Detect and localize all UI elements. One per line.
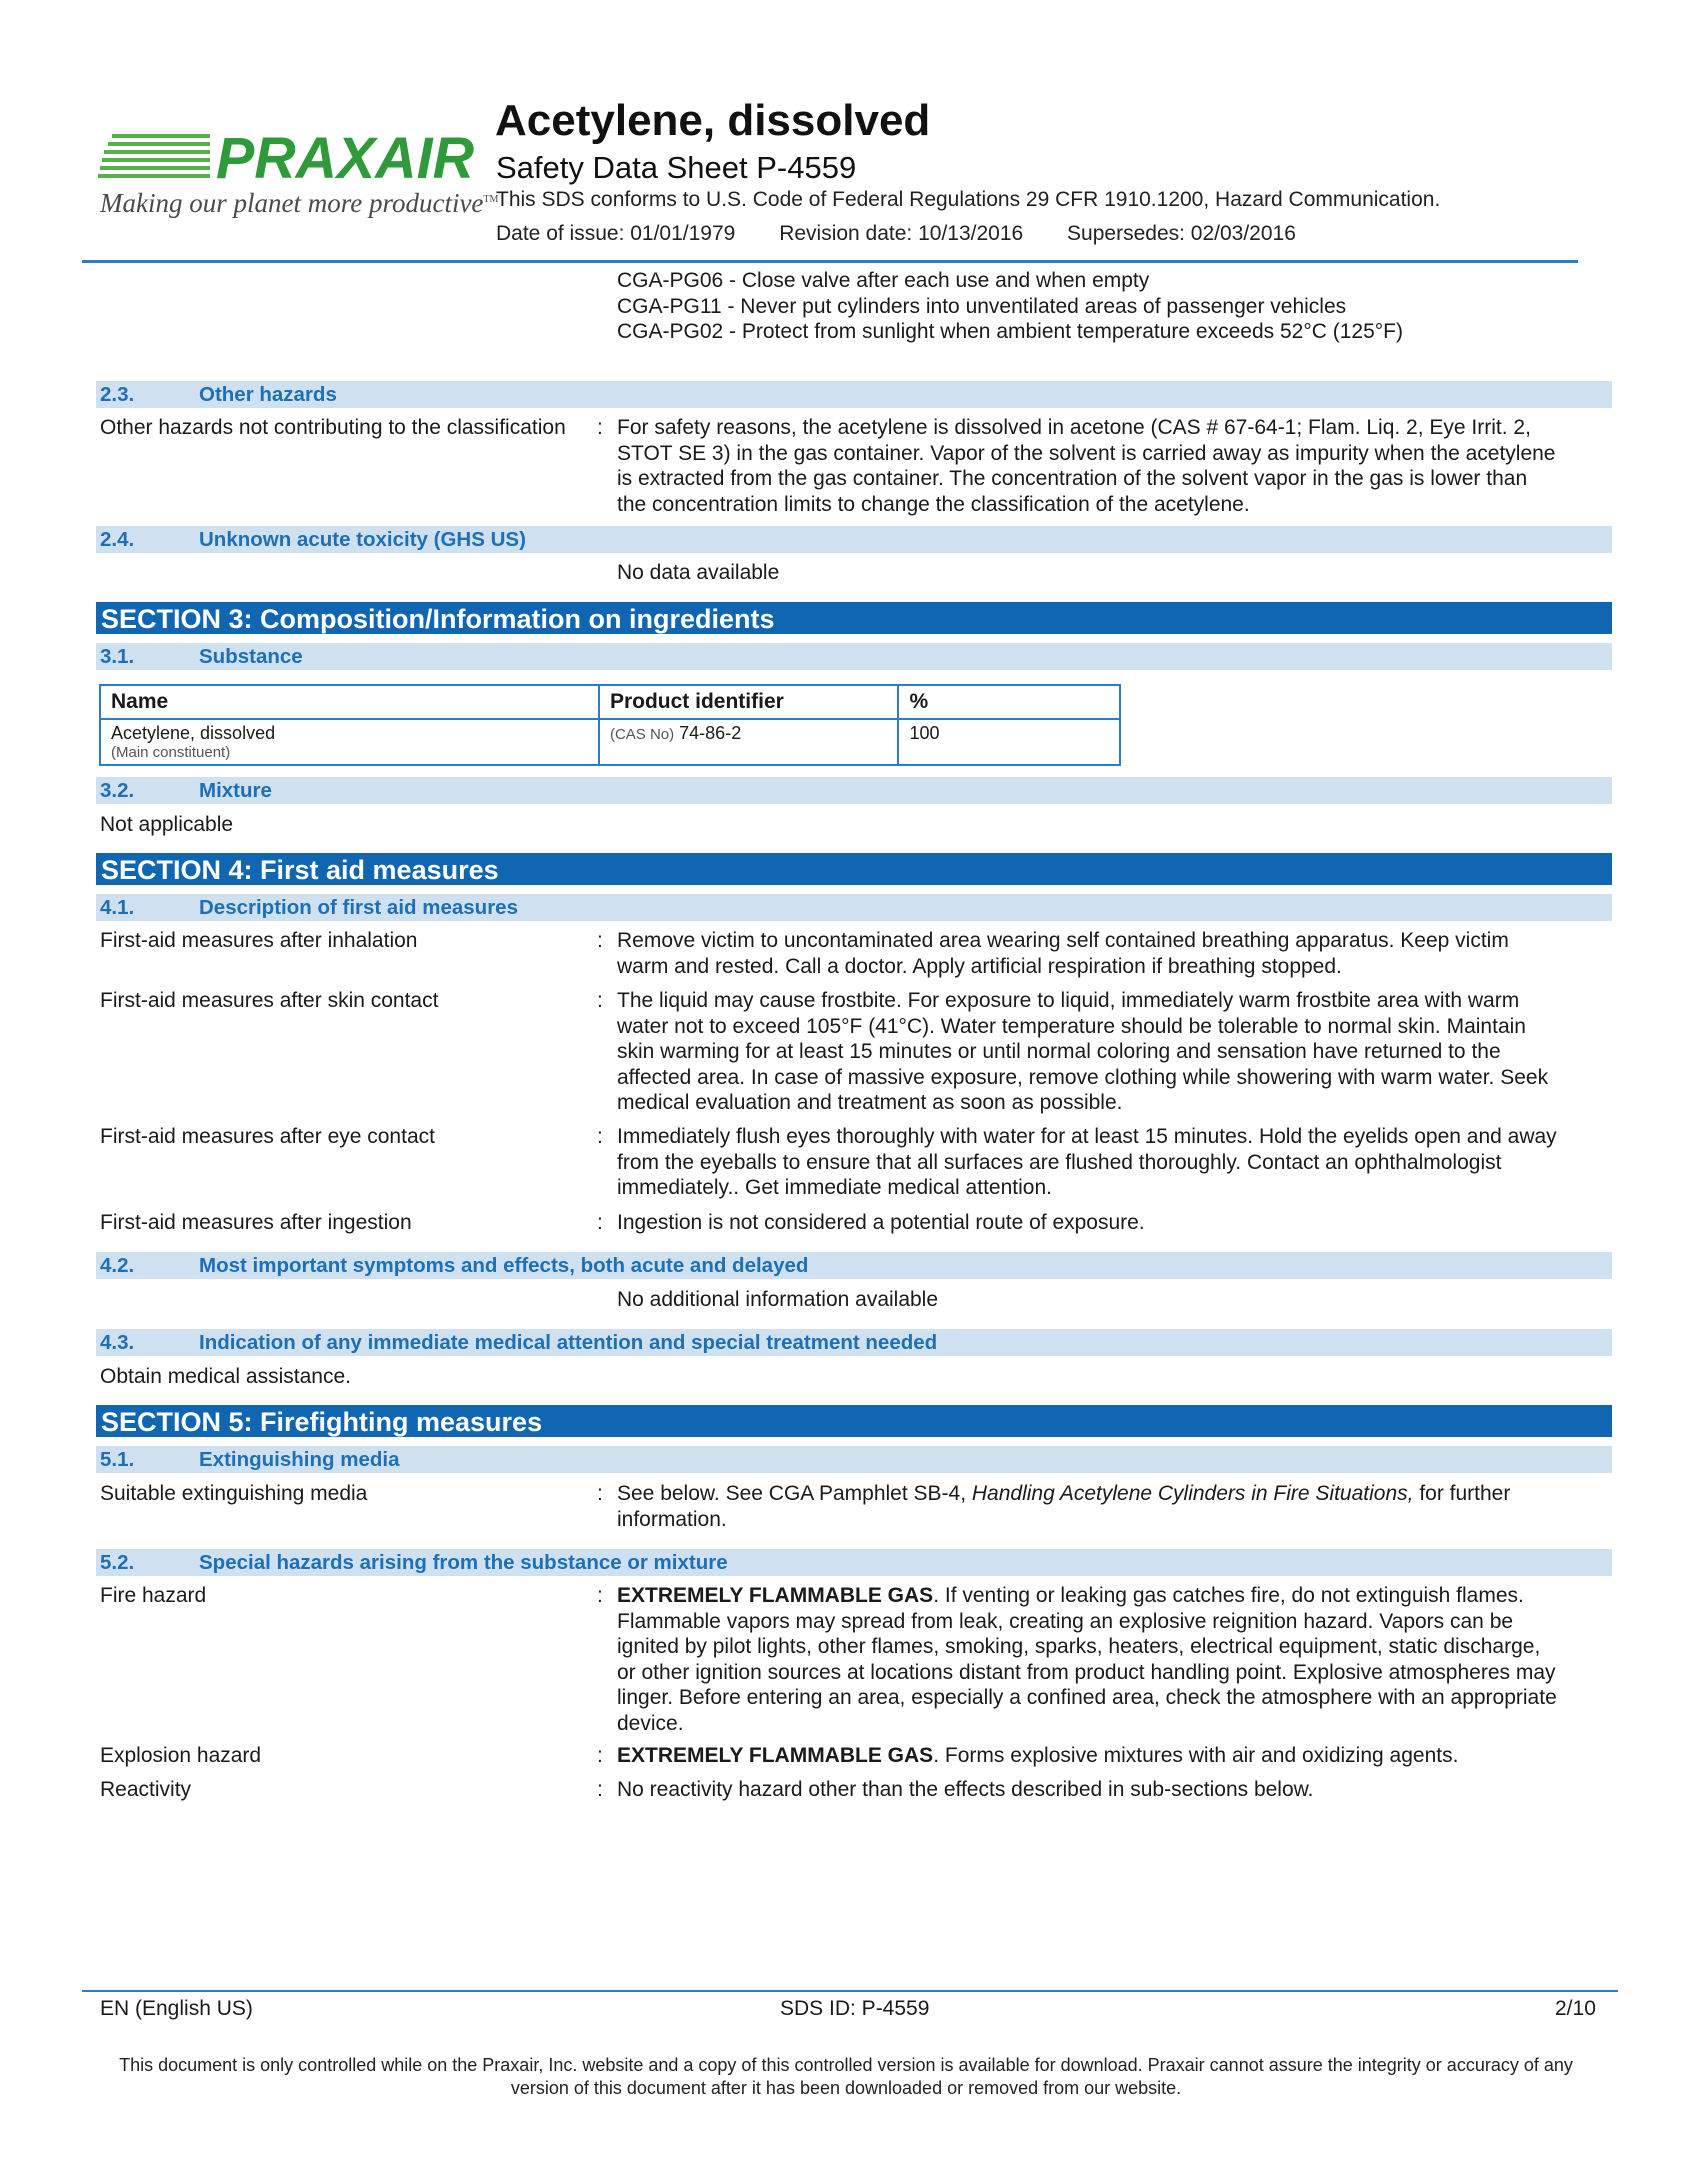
logo-graphic — [98, 128, 478, 190]
logo-wordmark: PRAXAIR — [216, 128, 475, 190]
document-title: Acetylene, dissolved — [495, 96, 931, 145]
acute-toxicity-value: No data available — [617, 561, 780, 584]
footer-divider — [82, 1990, 1618, 1992]
inhalation-label: First-aid measures after inhalation — [100, 929, 418, 952]
other-hazards-label: Other hazards not contributing to the classification — [100, 416, 566, 439]
eye-contact-value: Immediately flush eyes thoroughly with water for at least 15 minutes. Hold the eyelids open and away from the eyeballs to ensure that all surfaces are flushed thoroughly. Contact an ophthalmologist immediately.. Get immediate medical attention. — [617, 1125, 1557, 1199]
eye-contact-label: First-aid measures after eye contact — [100, 1125, 435, 1148]
symptoms-value: No additional information available — [617, 1288, 939, 1311]
subsection-3-2-header: 3.2. Mixture — [96, 777, 1612, 804]
colon: : — [597, 989, 603, 1012]
main-constituent-note: (Main constituent) — [111, 744, 231, 761]
supersedes-date: Supersedes: 02/03/2016 — [1067, 222, 1296, 245]
colon: : — [597, 1125, 603, 1148]
column-header-percent: % — [898, 685, 1120, 719]
extinguishing-media-value: See below. See CGA Pamphlet SB-4, Handling Acetylene Cylinders in Fire Situations, for further information. — [617, 1482, 1511, 1531]
fire-hazard-label: Fire hazard — [100, 1584, 207, 1607]
skin-contact-label: First-aid measures after skin contact — [100, 989, 439, 1012]
composition-table — [99, 684, 1121, 766]
precaution-item: CGA-PG11 - Never put cylinders into unventilated areas of passenger vehicles — [617, 294, 1347, 318]
explosion-hazard-value: EXTREMELY FLAMMABLE GAS. Forms explosive mixtures with air and oxidizing agents. — [617, 1744, 1459, 1767]
extinguishing-media-label: Suitable extinguishing media — [100, 1482, 368, 1505]
colon: : — [597, 1211, 603, 1234]
subsection-2-3-header: 2.3. Other hazards — [96, 381, 1612, 408]
footer-page-number: 2/10 — [1555, 1997, 1596, 2020]
colon: : — [597, 1744, 603, 1767]
ingestion-value: Ingestion is not considered a potential route of exposure. — [617, 1211, 1145, 1234]
pamphlet-title: Handling Acetylene Cylinders in Fire Situations, — [971, 1482, 1414, 1505]
reactivity-label: Reactivity — [100, 1778, 192, 1801]
logo-tagline: Making our planet more productive™ — [100, 188, 499, 218]
subsection-4-2-header: 4.2. Most important symptoms and effects, both acute and delayed — [96, 1252, 1612, 1279]
praxair-logo — [98, 128, 499, 223]
medical-attention-value: Obtain medical assistance. — [100, 1365, 351, 1388]
colon: : — [597, 1584, 603, 1607]
cell-product-identifier: (CAS No) 74-86-2 — [599, 719, 898, 765]
subsection-2-4-header: 2.4. Unknown acute toxicity (GHS US) — [96, 526, 1612, 553]
cell-name: Acetylene, dissolved (Main constituent) — [100, 719, 599, 765]
colon: : — [597, 1778, 603, 1801]
colon: : — [597, 929, 603, 952]
conformance-statement: This SDS conforms to U.S. Code of Federal Regulations 29 CFR 1910.1200, Hazard Communication. — [496, 188, 1441, 211]
date-of-issue: Date of issue: 01/01/1979 — [496, 222, 736, 245]
logo-speed-lines — [98, 134, 210, 178]
header-divider — [82, 260, 1578, 263]
footer-disclaimer: This document is only controlled while on the Praxair, Inc. website and a copy of this controlled version is available for download. Praxair cannot assure the integrity or accuracy of any version of this document after it has been downloaded or removed from our website. — [119, 2055, 1573, 2098]
subsection-3-1-header: 3.1. Substance — [96, 643, 1612, 670]
colon: : — [597, 416, 603, 439]
colon: : — [597, 1482, 603, 1505]
mixture-value: Not applicable — [100, 813, 234, 836]
subsection-4-3-header: 4.3. Indication of any immediate medical attention and special treatment needed — [96, 1329, 1612, 1356]
section-5-header: SECTION 5: Firefighting measures — [96, 1405, 1612, 1437]
fire-hazard-value: EXTREMELY FLAMMABLE GAS. If venting or leaking gas catches fire, do not extinguish flames. Flammable vapors may spread from leak, creating an explosive reignition hazard. Vapors can be ignited by pilot lights, other flames, smoking, sparks, heaters, electrical equipment, static discharge, or other ignition sources at locations distant from product handling point. Explosive atmospheres may linger. Before entering an area, especially a confined area, check the atmosphere with an appropriate device. — [617, 1584, 1557, 1735]
revision-date: Revision date: 10/13/2016 — [779, 222, 1024, 245]
cell-percent: 100 — [898, 719, 1120, 765]
reactivity-value: No reactivity hazard other than the effects described in sub-sections below. — [617, 1778, 1314, 1801]
precaution-item: CGA-PG06 - Close valve after each use and when empty — [617, 269, 1150, 292]
explosion-hazard-label: Explosion hazard — [100, 1744, 262, 1767]
footer-sds-id: SDS ID: P-4559 — [780, 1997, 930, 2020]
table-row — [100, 719, 1120, 765]
precaution-list — [617, 268, 1577, 345]
column-header-name: Name — [100, 685, 599, 719]
column-header-product-identifier: Product identifier — [599, 685, 898, 719]
subsection-5-2-header: 5.2. Special hazards arising from the substance or mixture — [96, 1549, 1612, 1576]
skin-contact-value: The liquid may cause frostbite. For exposure to liquid, immediately warm frostbite area with warm water not to exceed 105°F (41°C). Water temperature should be tolerable to normal skin. Maintain skin warming for at least 15 minutes or until normal coloring and sensation have returned to the affected area. In case of massive exposure, remove clothing while showering with warm water. Seek medical evaluation and treatment as soon as possible. — [617, 989, 1549, 1114]
inhalation-value: Remove victim to uncontaminated area wearing self contained breathing apparatus. Keep victim warm and rested. Call a doctor. Apply artificial respiration if breathing stopped. — [617, 929, 1509, 978]
section-4-header: SECTION 4: First aid measures — [96, 853, 1612, 885]
ingestion-label: First-aid measures after ingestion — [100, 1211, 412, 1234]
table-header-row — [100, 685, 1120, 719]
other-hazards-value: For safety reasons, the acetylene is dissolved in acetone (CAS # 67-64-1; Flam. Liq. 2, Eye Irrit. 2, STOT SE 3) in the gas container. Vapor of the solvent is carried away as impurity when the acetylene is extracted from the gas container. The concentration of the solvent vapor in the gas is lower than the concentration limits to change the classification of the acetylene. — [617, 416, 1556, 516]
footer-language: EN (English US) — [100, 1997, 253, 2020]
subsection-4-1-header: 4.1. Description of first aid measures — [96, 894, 1612, 921]
document-dates — [496, 222, 1334, 246]
precaution-item: CGA-PG02 - Protect from sunlight when ambient temperature exceeds 52°C (125°F) — [617, 320, 1403, 343]
subsection-5-1-header: 5.1. Extinguishing media — [96, 1446, 1612, 1473]
document-subtitle: Safety Data Sheet P-4559 — [496, 150, 857, 185]
section-3-header: SECTION 3: Composition/Information on ingredients — [96, 602, 1612, 634]
trademark-mark: TM — [483, 194, 499, 205]
